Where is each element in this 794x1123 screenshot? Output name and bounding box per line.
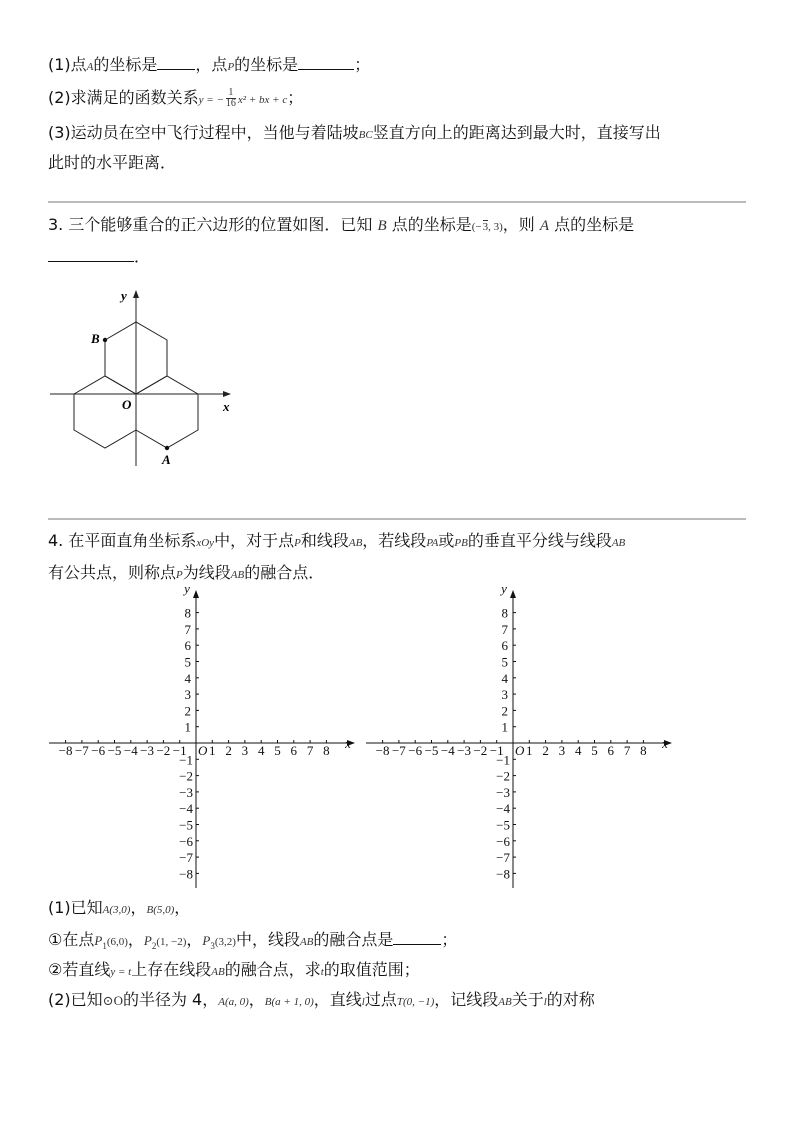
prev-q-part1: (1)点A的坐标是 ，点P的坐标是 ； — [48, 55, 371, 74]
q4-stem-cont: 有公共点，则称点P为线段AB的融合点． — [48, 563, 325, 582]
x-tick-label: −8 — [58, 743, 73, 758]
x-tick-label: −4 — [123, 743, 138, 758]
y-tick-label: 3 — [184, 687, 191, 703]
divider — [48, 518, 746, 520]
y-tick-label: −8 — [496, 866, 510, 882]
x-tick-label: 6 — [290, 743, 298, 758]
y-tick-label: 6 — [184, 638, 191, 654]
x-tick-label: 4 — [574, 743, 582, 758]
x-axis-label: x — [345, 736, 351, 751]
x-tick-label: −6 — [408, 743, 423, 758]
x-tick-label: 2 — [225, 743, 232, 758]
y-tick-label: −7 — [179, 850, 193, 866]
y-tick-label: −6 — [179, 833, 193, 849]
x-tick-label: 7 — [306, 743, 314, 758]
coordinate-grid-left — [45, 582, 355, 892]
y-tick-label: −8 — [179, 866, 193, 882]
x-tick-label: 3 — [558, 743, 566, 758]
x-axis-label: x — [662, 736, 668, 751]
y-tick-label: 5 — [184, 654, 191, 670]
x-tick-label: −1 — [172, 743, 187, 758]
x-tick-label: −5 — [107, 743, 122, 758]
x-tick-label: −4 — [440, 743, 455, 758]
x-tick-label: −8 — [375, 743, 390, 758]
y-tick-label: −4 — [496, 801, 510, 817]
q4-part1-i: ①在点$P_1(6,0)$，$P_2(1$, −2)，$P_3(3,2)$中，线段AB的融合点是 ； — [48, 930, 458, 952]
y-tick-label: −5 — [179, 817, 193, 833]
point-a — [165, 446, 169, 450]
y-tick-label: 1 — [501, 719, 508, 735]
y-tick-label: −1 — [179, 752, 193, 768]
y-tick-label: −2 — [179, 768, 193, 784]
x-tick-label: −5 — [424, 743, 439, 758]
y-tick-label: 7 — [501, 621, 508, 637]
y-tick-label: 1 — [184, 719, 191, 735]
x-tick-label: −3 — [457, 743, 472, 758]
x-tick-label: 1 — [526, 743, 533, 758]
coordinate-grid-right — [362, 582, 672, 892]
y-tick-label: 8 — [184, 605, 191, 621]
y-tick-label: −4 — [179, 801, 193, 817]
origin-label: O — [198, 743, 208, 758]
y-tick-label: −3 — [496, 784, 510, 800]
y-tick-label: −7 — [496, 850, 510, 866]
y-tick-label: −1 — [496, 752, 510, 768]
q3-answer-line: ． — [48, 246, 150, 268]
x-tick-label: −2 — [473, 743, 488, 758]
x-tick-label: −6 — [91, 743, 106, 758]
hexagon-left — [74, 376, 136, 448]
y-tick-label: 7 — [184, 621, 191, 637]
x-tick-label: −7 — [74, 743, 89, 758]
origin-label: O — [515, 743, 525, 758]
y-tick-label: 4 — [501, 670, 508, 686]
q4-part1: (1)已知A(3,0)，B(5,0)， — [48, 898, 191, 917]
x-tick-label: −3 — [140, 743, 155, 758]
x-tick-label: 5 — [274, 743, 281, 758]
label-y: y — [121, 288, 127, 303]
x-tick-label: 6 — [607, 743, 615, 758]
prev-q-part3: (3)运动员在空中飞行过程中，当他与着陆坡BC竖直方向上的距离达到最大时，直接写出 — [48, 123, 661, 142]
label-x: x — [223, 399, 230, 414]
x-tick-label: 7 — [623, 743, 631, 758]
x-tick-label: −1 — [489, 743, 504, 758]
label-origin: O — [122, 397, 132, 412]
x-tick-label: 5 — [591, 743, 598, 758]
x-tick-label: 8 — [640, 743, 647, 758]
y-tick-label: 5 — [501, 654, 508, 670]
y-tick-label: −3 — [179, 784, 193, 800]
q4-part2: (2)已知⊙O的半径为 4，A(a, 0)，B(a + 1, 0)，直线l过点T(0, −1)，记线段AB关于l的对称 — [48, 990, 595, 1009]
y-tick-label: 3 — [501, 687, 508, 703]
label-a: A — [162, 452, 171, 467]
prev-q-part2: (2)求满足的函数关系y = − $\frac{1}{16}$ x² + bx + c； — [48, 87, 304, 109]
label-b: B — [91, 331, 100, 346]
y-axis-label: y — [501, 582, 507, 596]
hexagon-right — [136, 376, 198, 448]
y-tick-label: 2 — [501, 703, 508, 719]
divider — [48, 201, 746, 203]
q4-part1-ii: ②若直线y = t上存在线段AB的融合点，求t的取值范围； — [48, 960, 420, 979]
q3-stem: 3. 三个能够重合的正六边形的位置如图．已知 B 点的坐标是(−3, 3)，则 A 点的坐标是 — [48, 215, 635, 234]
y-tick-label: −2 — [496, 768, 510, 784]
x-tick-label: 3 — [241, 743, 249, 758]
y-tick-label: 4 — [184, 670, 191, 686]
x-tick-label: −7 — [391, 743, 406, 758]
x-tick-label: −2 — [156, 743, 171, 758]
x-tick-label: 1 — [209, 743, 216, 758]
point-b — [103, 338, 107, 342]
y-tick-label: 8 — [501, 605, 508, 621]
hexagon-figure — [45, 282, 245, 472]
y-tick-label: 2 — [184, 703, 191, 719]
x-tick-label: 2 — [542, 743, 549, 758]
y-tick-label: −5 — [496, 817, 510, 833]
x-tick-label: 4 — [257, 743, 265, 758]
y-tick-label: −6 — [496, 833, 510, 849]
y-axis-label: y — [184, 582, 190, 596]
q4-stem: 4. 在平面直角坐标系xOy中，对于点P和线段AB，若线段PA或PB的垂直平分线与线段AB — [48, 531, 626, 550]
x-tick-label: 8 — [323, 743, 330, 758]
y-tick-label: 6 — [501, 638, 508, 654]
prev-q-part3-cont: 此时的水平距离． — [48, 153, 177, 172]
